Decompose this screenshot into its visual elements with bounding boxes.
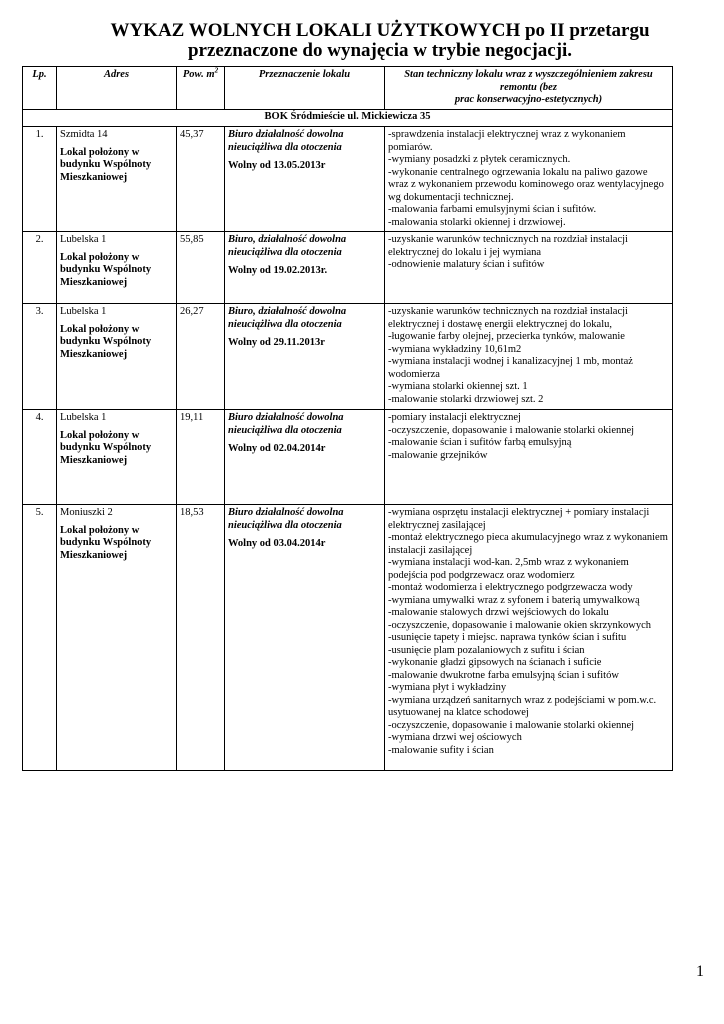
work-item: -usunięcie tapety i miejsc. naprawa tynków ścian i sufitu: [388, 632, 627, 643]
work-item: -wymiana drzwi wej ościowych: [388, 732, 522, 743]
work-item: -oczyszczenie, dopasowanie i malowanie stolarki okiennej: [388, 424, 635, 436]
cell-area: 45,37: [177, 127, 225, 232]
purpose-text: Biuro, działalność dowolna nieuciążliwa dla otoczenia: [228, 306, 347, 330]
page-number: 1: [696, 963, 704, 980]
table-row: [23, 505, 673, 771]
header-adres: Adres: [57, 67, 177, 110]
cell-address: [57, 304, 177, 410]
available-from: Wolny od 02.04.2014r: [228, 443, 326, 454]
table-header-row: [23, 67, 673, 110]
work-item: -wymiana płyt i wykładziny: [388, 682, 507, 693]
cell-technical-condition: [385, 127, 673, 232]
work-item: -odnowienie malatury ścian i sufitów: [388, 259, 545, 270]
work-item: -wymiana umywalki wraz z syfonem i baterią umywalkową: [388, 594, 640, 606]
work-item: -usunięcie plam pozalaniowych z sufitu i ścian: [388, 644, 585, 656]
cell-purpose: [225, 505, 385, 771]
cell-technical-condition: [385, 505, 673, 771]
street: Lubelska 1: [60, 412, 107, 423]
work-item: -wymiana instalacji wod-kan. 2,5mb wraz z wykonaniem podejścia pod podgrzewacz oraz wodomierz: [388, 557, 629, 581]
street: Szmidta 14: [60, 129, 108, 140]
work-item: -wymiana wykładziny 10,61m2: [388, 343, 522, 355]
cell-area: 18,53: [177, 505, 225, 771]
work-item: -wymiana stolarki okiennej szt. 1: [388, 381, 528, 392]
cell-area: 26,27: [177, 304, 225, 410]
location-note: Lokal położony w budynku Wspólnoty Mieszkaniowej: [60, 323, 152, 360]
header-przeznaczenie: Przeznaczenie lokalu: [225, 67, 385, 110]
table-row: [23, 304, 673, 410]
street: Lubelska 1: [60, 234, 107, 245]
cell-area: 19,11: [177, 410, 225, 505]
table-row: [23, 410, 673, 505]
cell-purpose: [225, 410, 385, 505]
work-item: -malowania stolarki okiennej i drzwiowej.: [388, 216, 566, 228]
purpose-text: Biuro, działalność dowolna nieuciążliwa dla otoczenia: [228, 234, 347, 258]
cell-purpose: [225, 304, 385, 410]
location-note: Lokal położony w budynku Wspólnoty Mieszkaniowej: [60, 429, 152, 466]
cell-address: [57, 127, 177, 232]
available-from: Wolny od 13.05.2013r: [228, 160, 326, 171]
cell-address: [57, 410, 177, 505]
street: Moniuszki 2: [60, 507, 113, 518]
work-item: -malowanie grzejników: [388, 449, 488, 461]
cell-area: 55,85: [177, 232, 225, 304]
cell-technical-condition: [385, 232, 673, 304]
cell-lp: 2.: [23, 232, 57, 304]
cell-technical-condition: [385, 410, 673, 505]
table-row: [23, 232, 673, 304]
document-title-line-2: przeznaczone do wynajęcia w trybie negocjacji.: [187, 40, 573, 61]
document-title-line-1: WYKAZ WOLNYCH LOKALI UŻYTKOWYCH po II przetargu: [110, 20, 650, 41]
work-item: -malowanie sufity i ścian: [388, 744, 494, 756]
work-item: -wykonanie gładzi gipsowych na ścianach i suficie: [388, 657, 602, 668]
cell-lp: 3.: [23, 304, 57, 410]
cell-lp: 5.: [23, 505, 57, 771]
work-item: -uzyskanie warunków technicznych na rozdział instalacji elektrycznej do lokalu i jej wymiana: [388, 234, 628, 258]
available-from: Wolny od 03.04.2014r: [228, 538, 326, 549]
work-item: -montaż wodomierza i elektrycznego podgrzewacza wody: [388, 582, 633, 593]
available-from: Wolny od 29.11.2013r: [228, 337, 325, 348]
work-item: -oczyszczenie, dopasowanie i malowanie stolarki okiennej: [388, 719, 635, 731]
available-from: Wolny od 19.02.2013r.: [228, 265, 328, 276]
work-item: -ługowanie farby olejnej, przecierka tynków, malowanie: [388, 331, 625, 342]
work-item: -malowanie dwukrotne farba emulsyjną ścian i sufitów: [388, 669, 619, 681]
purpose-text: Biuro działalność dowolna nieuciążliwa dla otoczenia: [228, 507, 344, 531]
section-label: BOK Śródmieście ul. Mickiewicza 35: [23, 110, 673, 127]
work-item: -wymiana instalacji wodnej i kanalizacyjnej 1 mb, montaż wodomierza: [388, 356, 633, 380]
cell-lp: 4.: [23, 410, 57, 505]
cell-address: [57, 232, 177, 304]
cell-purpose: [225, 232, 385, 304]
location-note: Lokal położony w budynku Wspólnoty Mieszkaniowej: [60, 251, 152, 288]
cell-lp: 1.: [23, 127, 57, 232]
cell-address: [57, 505, 177, 771]
work-item: -wykonanie centralnego ogrzewania lokalu na paliwo gazowe wraz z wykonaniem przewodu kominowego oraz wentylacyjnego wg dokumentacji technicznej.: [388, 166, 664, 203]
cell-technical-condition: [385, 304, 673, 410]
purpose-text: Biuro działalność dowolna nieuciążliwa dla otoczenia: [228, 412, 344, 436]
table-row: [23, 127, 673, 232]
work-item: -uzyskanie warunków technicznych na rozdział instalacji elektrycznej i dostawę energii elektrycznej do lokalu,: [388, 306, 628, 330]
work-item: -malowanie stalowych drzwi wejściowych do lokalu: [388, 607, 609, 618]
work-item: -montaż elektrycznego pieca akumulacyjnego wraz z wykonaniem instalacji zasilającej: [388, 532, 668, 556]
work-item: -oczyszczenie, dopasowanie i malowanie okien skrzynkowych: [388, 619, 651, 631]
work-item: -wymiana osprzętu instalacji elektrycznej + pomiary instalacji elektrycznej zasilającej: [388, 507, 650, 531]
work-item: -malowanie stolarki drzwiowej szt. 2: [388, 393, 544, 405]
work-item: -sprawdzenia instalacji elektrycznej wraz z wykonaniem pomiarów.: [388, 129, 626, 153]
header-stan: Stan techniczny lokalu wraz z wyszczególnieniem zakresu remontu (bez prac konserwacyjno-estetycznych): [385, 67, 673, 110]
premises-table: [22, 66, 673, 771]
work-item: -malowania farbami emulsyjnymi ścian i sufitów.: [388, 204, 597, 215]
header-lp: Lp.: [23, 67, 57, 110]
section-row: [23, 110, 673, 127]
work-item: -malowanie ścian i sufitów farbą emulsyjną: [388, 437, 572, 448]
street: Lubelska 1: [60, 306, 107, 317]
work-item: -wymiana urządzeń sanitarnych wraz z podejściami w pom.w.c. usytuowanej na klatce schodowej: [388, 694, 657, 718]
work-item: -pomiary instalacji elektrycznej: [388, 412, 521, 423]
header-pow: Pow. $m^2$: [177, 67, 225, 110]
location-note: Lokal położony w budynku Wspólnoty Mieszkaniowej: [60, 146, 152, 183]
cell-purpose: [225, 127, 385, 232]
work-item: -wymiany posadzki z płytek ceramicznych.: [388, 154, 571, 165]
location-note: Lokal położony w budynku Wspólnoty Mieszkaniowej: [60, 524, 152, 561]
purpose-text: Biuro działalność dowolna nieuciążliwa dla otoczenia: [228, 129, 344, 153]
